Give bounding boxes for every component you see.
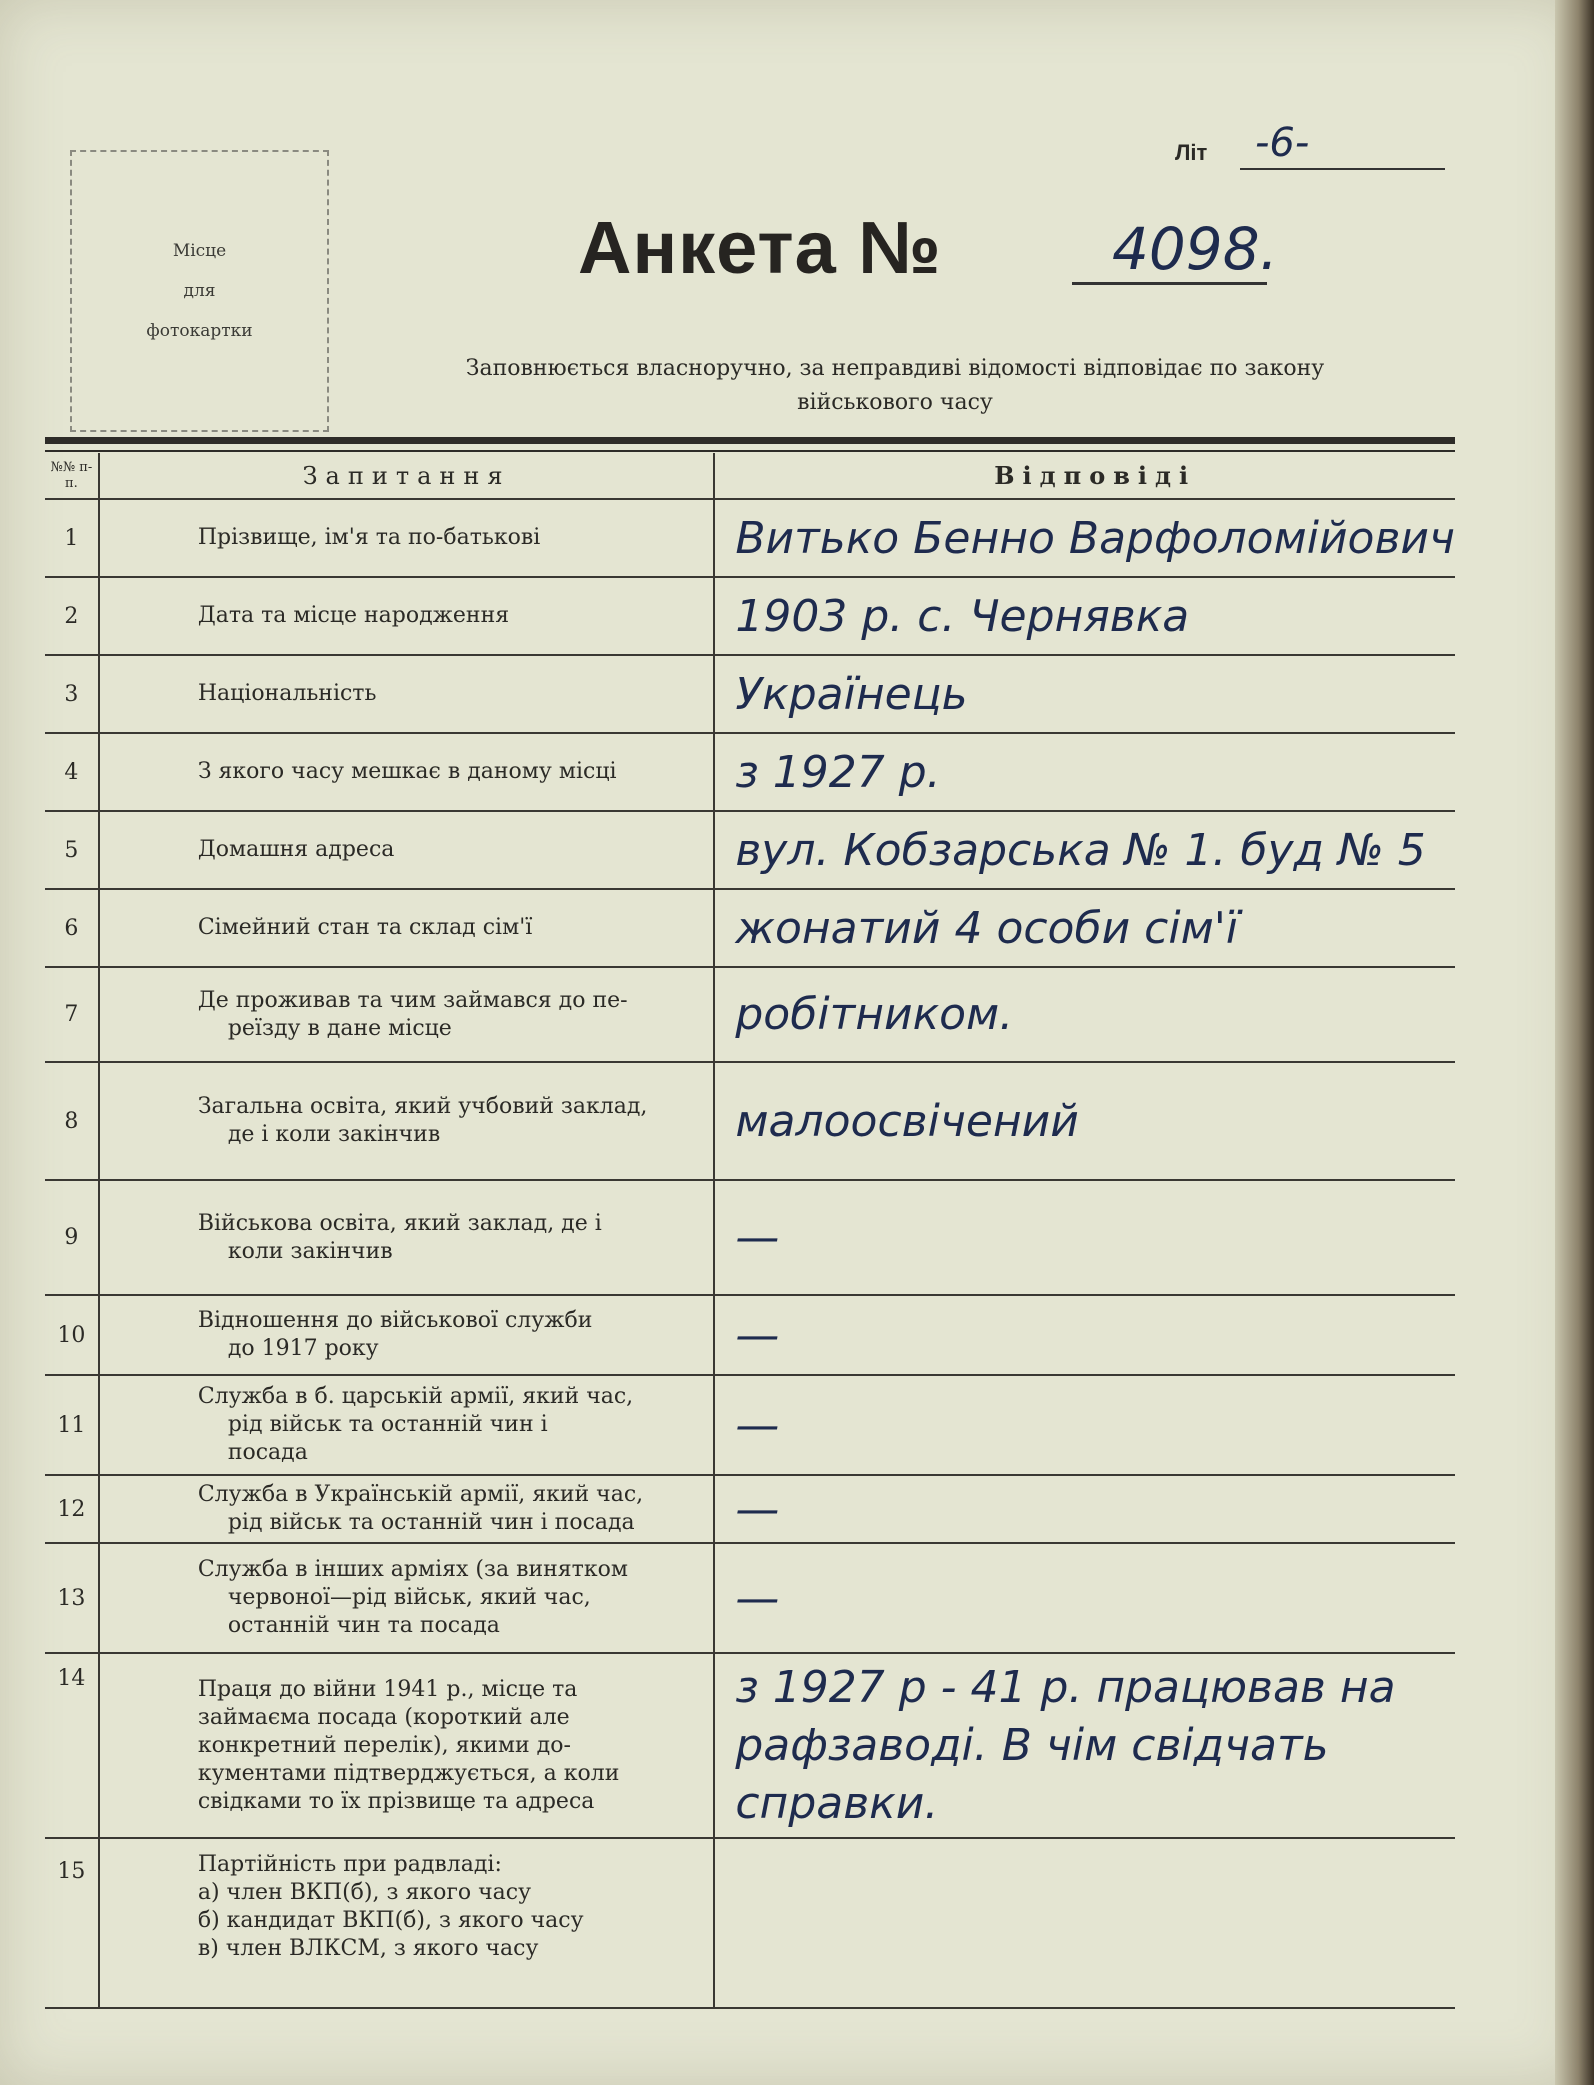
row-number: 2	[45, 577, 99, 655]
header-rule-thin	[45, 450, 1455, 452]
row-question	[99, 1543, 715, 1653]
row-answer: —	[714, 1180, 1455, 1295]
table-row	[45, 733, 1455, 811]
row-number: 10	[45, 1295, 99, 1375]
table-row	[45, 499, 1455, 577]
table-row	[45, 577, 1455, 655]
table-row	[45, 1653, 1455, 1838]
row-answer: жонатий 4 особи сім'ї	[714, 889, 1455, 967]
row-answer: —	[714, 1475, 1455, 1543]
row-question	[99, 1838, 715, 2008]
row-answer: вул. Кобзарська № 1. буд № 5	[714, 811, 1455, 889]
row-number: 7	[45, 967, 99, 1062]
question-line: Партійність при радвладі:	[197, 1852, 502, 1877]
row-question: Дата та місце народження	[99, 577, 715, 655]
form-subtitle	[355, 352, 1435, 420]
row-number: 14	[45, 1653, 99, 1838]
row-number: 4	[45, 733, 99, 811]
table-row	[45, 811, 1455, 889]
question-line: коли закінчив	[227, 1238, 393, 1264]
question-line: останній чин та посада	[227, 1613, 500, 1638]
row-answer: з 1927 р.	[714, 733, 1455, 811]
row-question	[99, 967, 715, 1062]
question-line: а) член ВКП(б), з якого часу	[197, 1880, 532, 1905]
table-row	[45, 1475, 1455, 1543]
photo-label-line2: для	[183, 281, 216, 301]
row-question: Сімейний стан та склад сім'ї	[99, 889, 715, 967]
question-line: рід військ та останній чин і посада	[227, 1510, 635, 1535]
row-number: 11	[45, 1375, 99, 1475]
question-line: конкретний перелік), якими до-	[197, 1732, 571, 1758]
row-answer	[714, 1838, 1455, 2008]
question-line: посада	[227, 1440, 308, 1465]
row-question	[99, 1653, 715, 1838]
question-line: до 1917 року	[227, 1336, 379, 1361]
row-answer: —	[714, 1543, 1455, 1653]
form-number: 4098.	[1112, 215, 1279, 283]
question-line: рід військ та останній чин і	[227, 1412, 548, 1437]
question-line: Загальна освіта, який учбовий заклад,	[197, 1094, 648, 1119]
sheet-label: Літ	[1175, 140, 1208, 165]
question-line: кументами підтверджується, а коли	[197, 1760, 620, 1786]
question-line: Служба в інших арміях (за винятком	[197, 1557, 628, 1582]
page-edge	[1555, 0, 1594, 2085]
row-question	[99, 1375, 715, 1475]
sheet-number: -6-	[1255, 120, 1310, 166]
table-row	[45, 1180, 1455, 1295]
row-answer	[714, 1653, 1455, 1838]
row-answer: —	[714, 1375, 1455, 1475]
question-line: б) кандидат ВКП(б), з якого часу	[197, 1908, 584, 1933]
question-line: червоної—рід військ, який час,	[227, 1585, 591, 1610]
row-question: Прізвище, ім'я та по-батькові	[99, 499, 715, 577]
photo-placeholder-box	[70, 150, 329, 432]
row-question	[99, 1295, 715, 1375]
question-line: реїзду в дане місце	[227, 1015, 452, 1041]
question-line: Військова освіта, який заклад, де і	[197, 1210, 602, 1236]
question-line: де і коли закінчив	[227, 1122, 441, 1147]
col-number-header: №№ п-п.	[45, 453, 99, 499]
row-answer: Витько Бенно Варфоломійович	[714, 499, 1455, 577]
row-question: Домашня адреса	[99, 811, 715, 889]
answer-line: з 1927 р - 41 р. працював на	[735, 1661, 1396, 1713]
row-answer: 1903 р. с. Чернявка	[714, 577, 1455, 655]
photo-label-line1: Місце	[172, 241, 227, 261]
table-row	[45, 967, 1455, 1062]
questionnaire-table	[45, 453, 1455, 2009]
table-row	[45, 655, 1455, 733]
row-number: 9	[45, 1180, 99, 1295]
row-answer: робітником.	[714, 967, 1455, 1062]
table-header-row	[45, 453, 1455, 499]
row-number: 3	[45, 655, 99, 733]
row-question	[99, 1475, 715, 1543]
photo-label-line3: фотокартки	[146, 321, 253, 341]
question-line: Праця до війни 1941 р., місце та	[197, 1676, 578, 1702]
subtitle-line2: військового часу	[797, 390, 993, 415]
row-number: 8	[45, 1062, 99, 1180]
table-row	[45, 1062, 1455, 1180]
form-title: Анкета №	[578, 206, 942, 289]
col-question-header: Запитання	[99, 453, 715, 499]
row-question: З якого часу мешкає в даному місці	[99, 733, 715, 811]
row-number: 13	[45, 1543, 99, 1653]
col-answer-header: Відповіді	[714, 453, 1455, 499]
answer-line: рафзаводі. В чім свідчать	[735, 1719, 1329, 1771]
question-line: займаєма посада (короткий але	[197, 1704, 570, 1730]
row-answer: малоосвічений	[714, 1062, 1455, 1180]
table-row	[45, 1838, 1455, 2008]
row-number: 1	[45, 499, 99, 577]
sheet-number-line	[1240, 168, 1445, 170]
header-rule-thick	[45, 437, 1455, 444]
table-row	[45, 889, 1455, 967]
table-row	[45, 1543, 1455, 1653]
row-number: 12	[45, 1475, 99, 1543]
subtitle-line1: Заповнюється власноручно, за неправдиві відомості відповідає по закону	[465, 356, 1325, 381]
row-question	[99, 1062, 715, 1180]
question-line: Де проживав та чим займався до пе-	[197, 987, 628, 1013]
row-question	[99, 1180, 715, 1295]
row-number: 6	[45, 889, 99, 967]
row-question: Національність	[99, 655, 715, 733]
question-line: Служба в Українській армії, який час,	[197, 1482, 644, 1507]
row-answer: Українець	[714, 655, 1455, 733]
table-row	[45, 1295, 1455, 1375]
question-line: Служба в б. царській армії, який час,	[197, 1384, 634, 1409]
answer-line: справки.	[735, 1777, 939, 1829]
question-line: Відношення до військової служби	[197, 1308, 593, 1333]
table-row	[45, 1375, 1455, 1475]
question-line: свідками то їх прізвище та адреса	[197, 1788, 595, 1814]
row-number: 5	[45, 811, 99, 889]
row-answer: —	[714, 1295, 1455, 1375]
row-number: 15	[45, 1838, 99, 2008]
question-line: в) член ВЛКСМ, з якого часу	[197, 1936, 539, 1961]
